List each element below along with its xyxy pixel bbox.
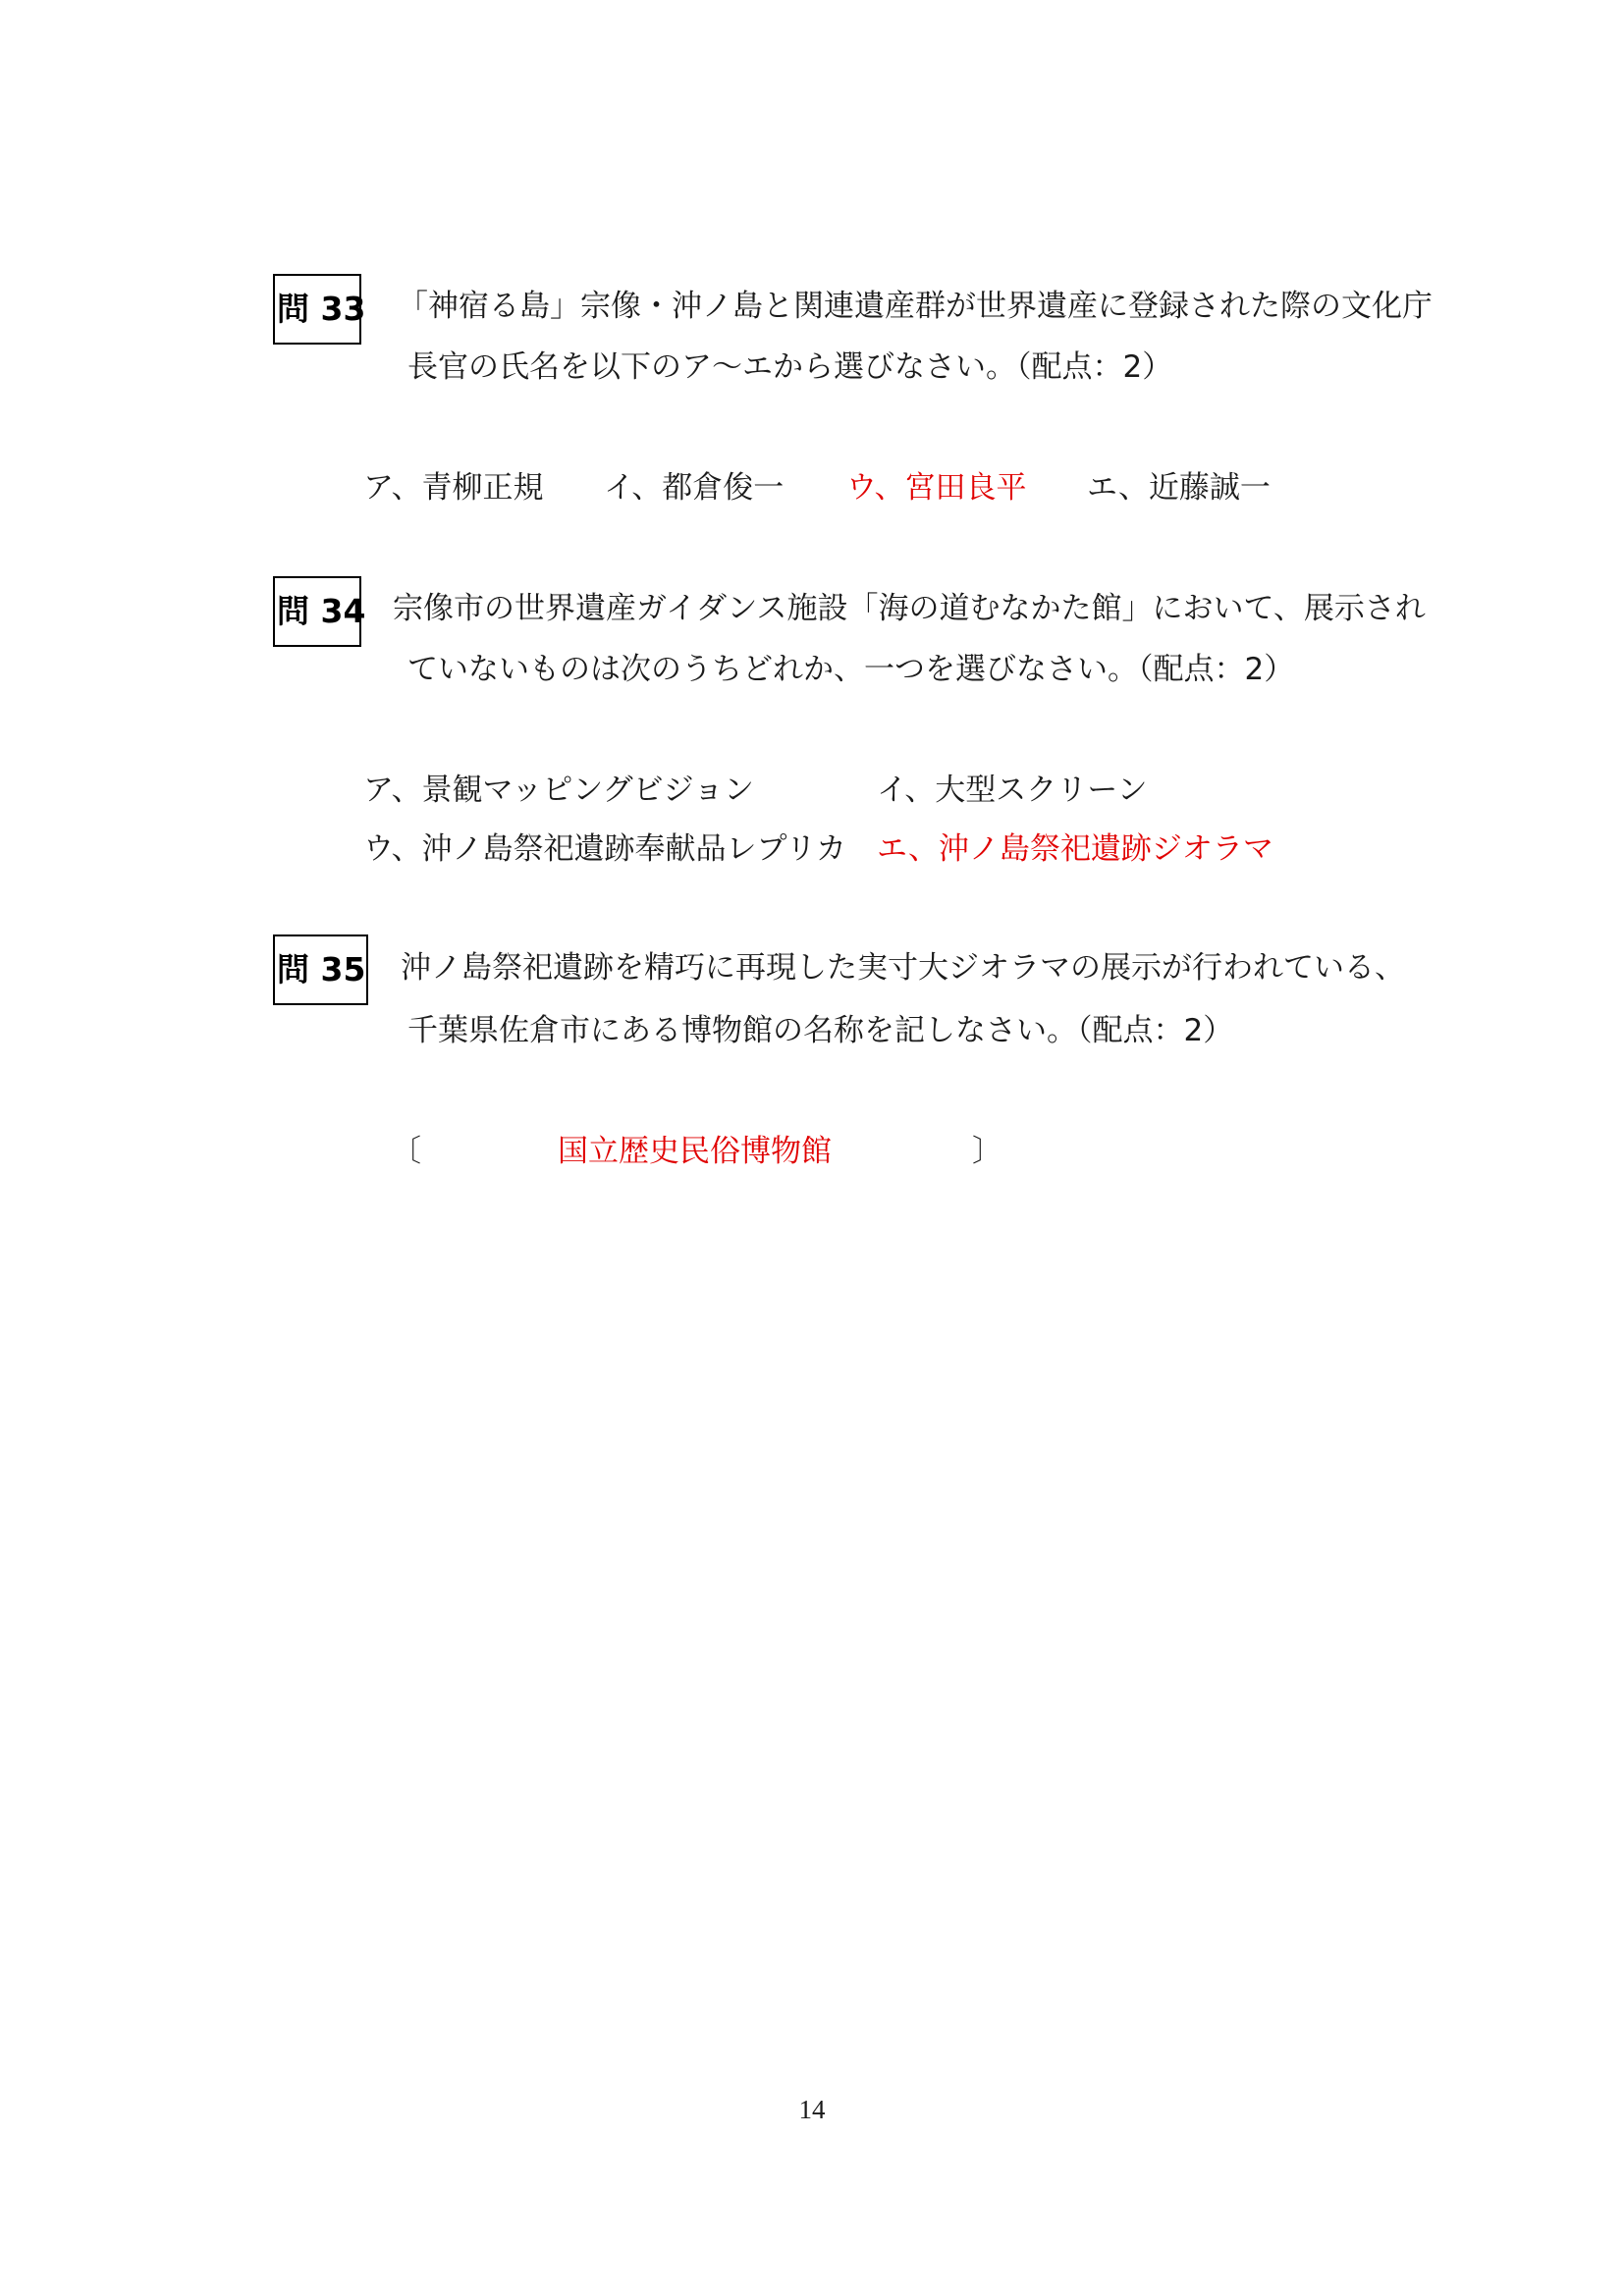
answer-open-bracket: 〔 [391, 1134, 421, 1169]
question-33-option-u-correct: ウ、宮田良平 [846, 470, 1027, 506]
question-33-option-e: エ、近藤誠一 [1087, 470, 1271, 506]
question-33-text-line2: 長官の氏名を以下のア～エから選びなさい。（配点：2） [407, 349, 1173, 385]
question-35-text-line1: 沖ノ島祭祀遺跡を精巧に再現した実寸大ジオラマの展示が行われている、 [401, 950, 1405, 986]
question-35-answer: 国立歴史民俗博物館 [558, 1134, 832, 1169]
question-34-option-a: ア、景観マッピングビジョン [363, 773, 755, 808]
question-35-label: 問 35 [273, 934, 368, 1005]
question-34-option-u: ウ、沖ノ島祭祀遺跡奉献品レプリカ [363, 831, 846, 867]
question-34-text-line2: ていないものは次のうちどれか、一つを選びなさい。（配点：2） [407, 652, 1295, 687]
question-33-option-a: ア、青柳正規 [363, 470, 544, 506]
page-number: 14 [798, 2095, 826, 2124]
question-33-text-line1: 「神宿る島」宗像・沖ノ島と関連遺産群が世界遺産に登録された際の文化庁 [398, 289, 1433, 324]
question-34-label: 問 34 [273, 576, 361, 647]
answer-close-bracket: 〕 [972, 1134, 1002, 1169]
question-34-option-e-correct: エ、沖ノ島祭祀遺跡ジオラマ [877, 831, 1273, 867]
question-33-option-i: イ、都倉俊一 [604, 470, 785, 506]
question-34-text-line1: 宗像市の世界遺産ガイダンス施設「海の道むなかた館」において、展示され [393, 591, 1426, 626]
question-33-label: 問 33 [273, 274, 361, 345]
question-34-option-i: イ、大型スクリーン [877, 773, 1148, 808]
question-35-text-line2: 千葉県佐倉市にある博物館の名称を記しなさい。（配点：2） [407, 1013, 1234, 1048]
